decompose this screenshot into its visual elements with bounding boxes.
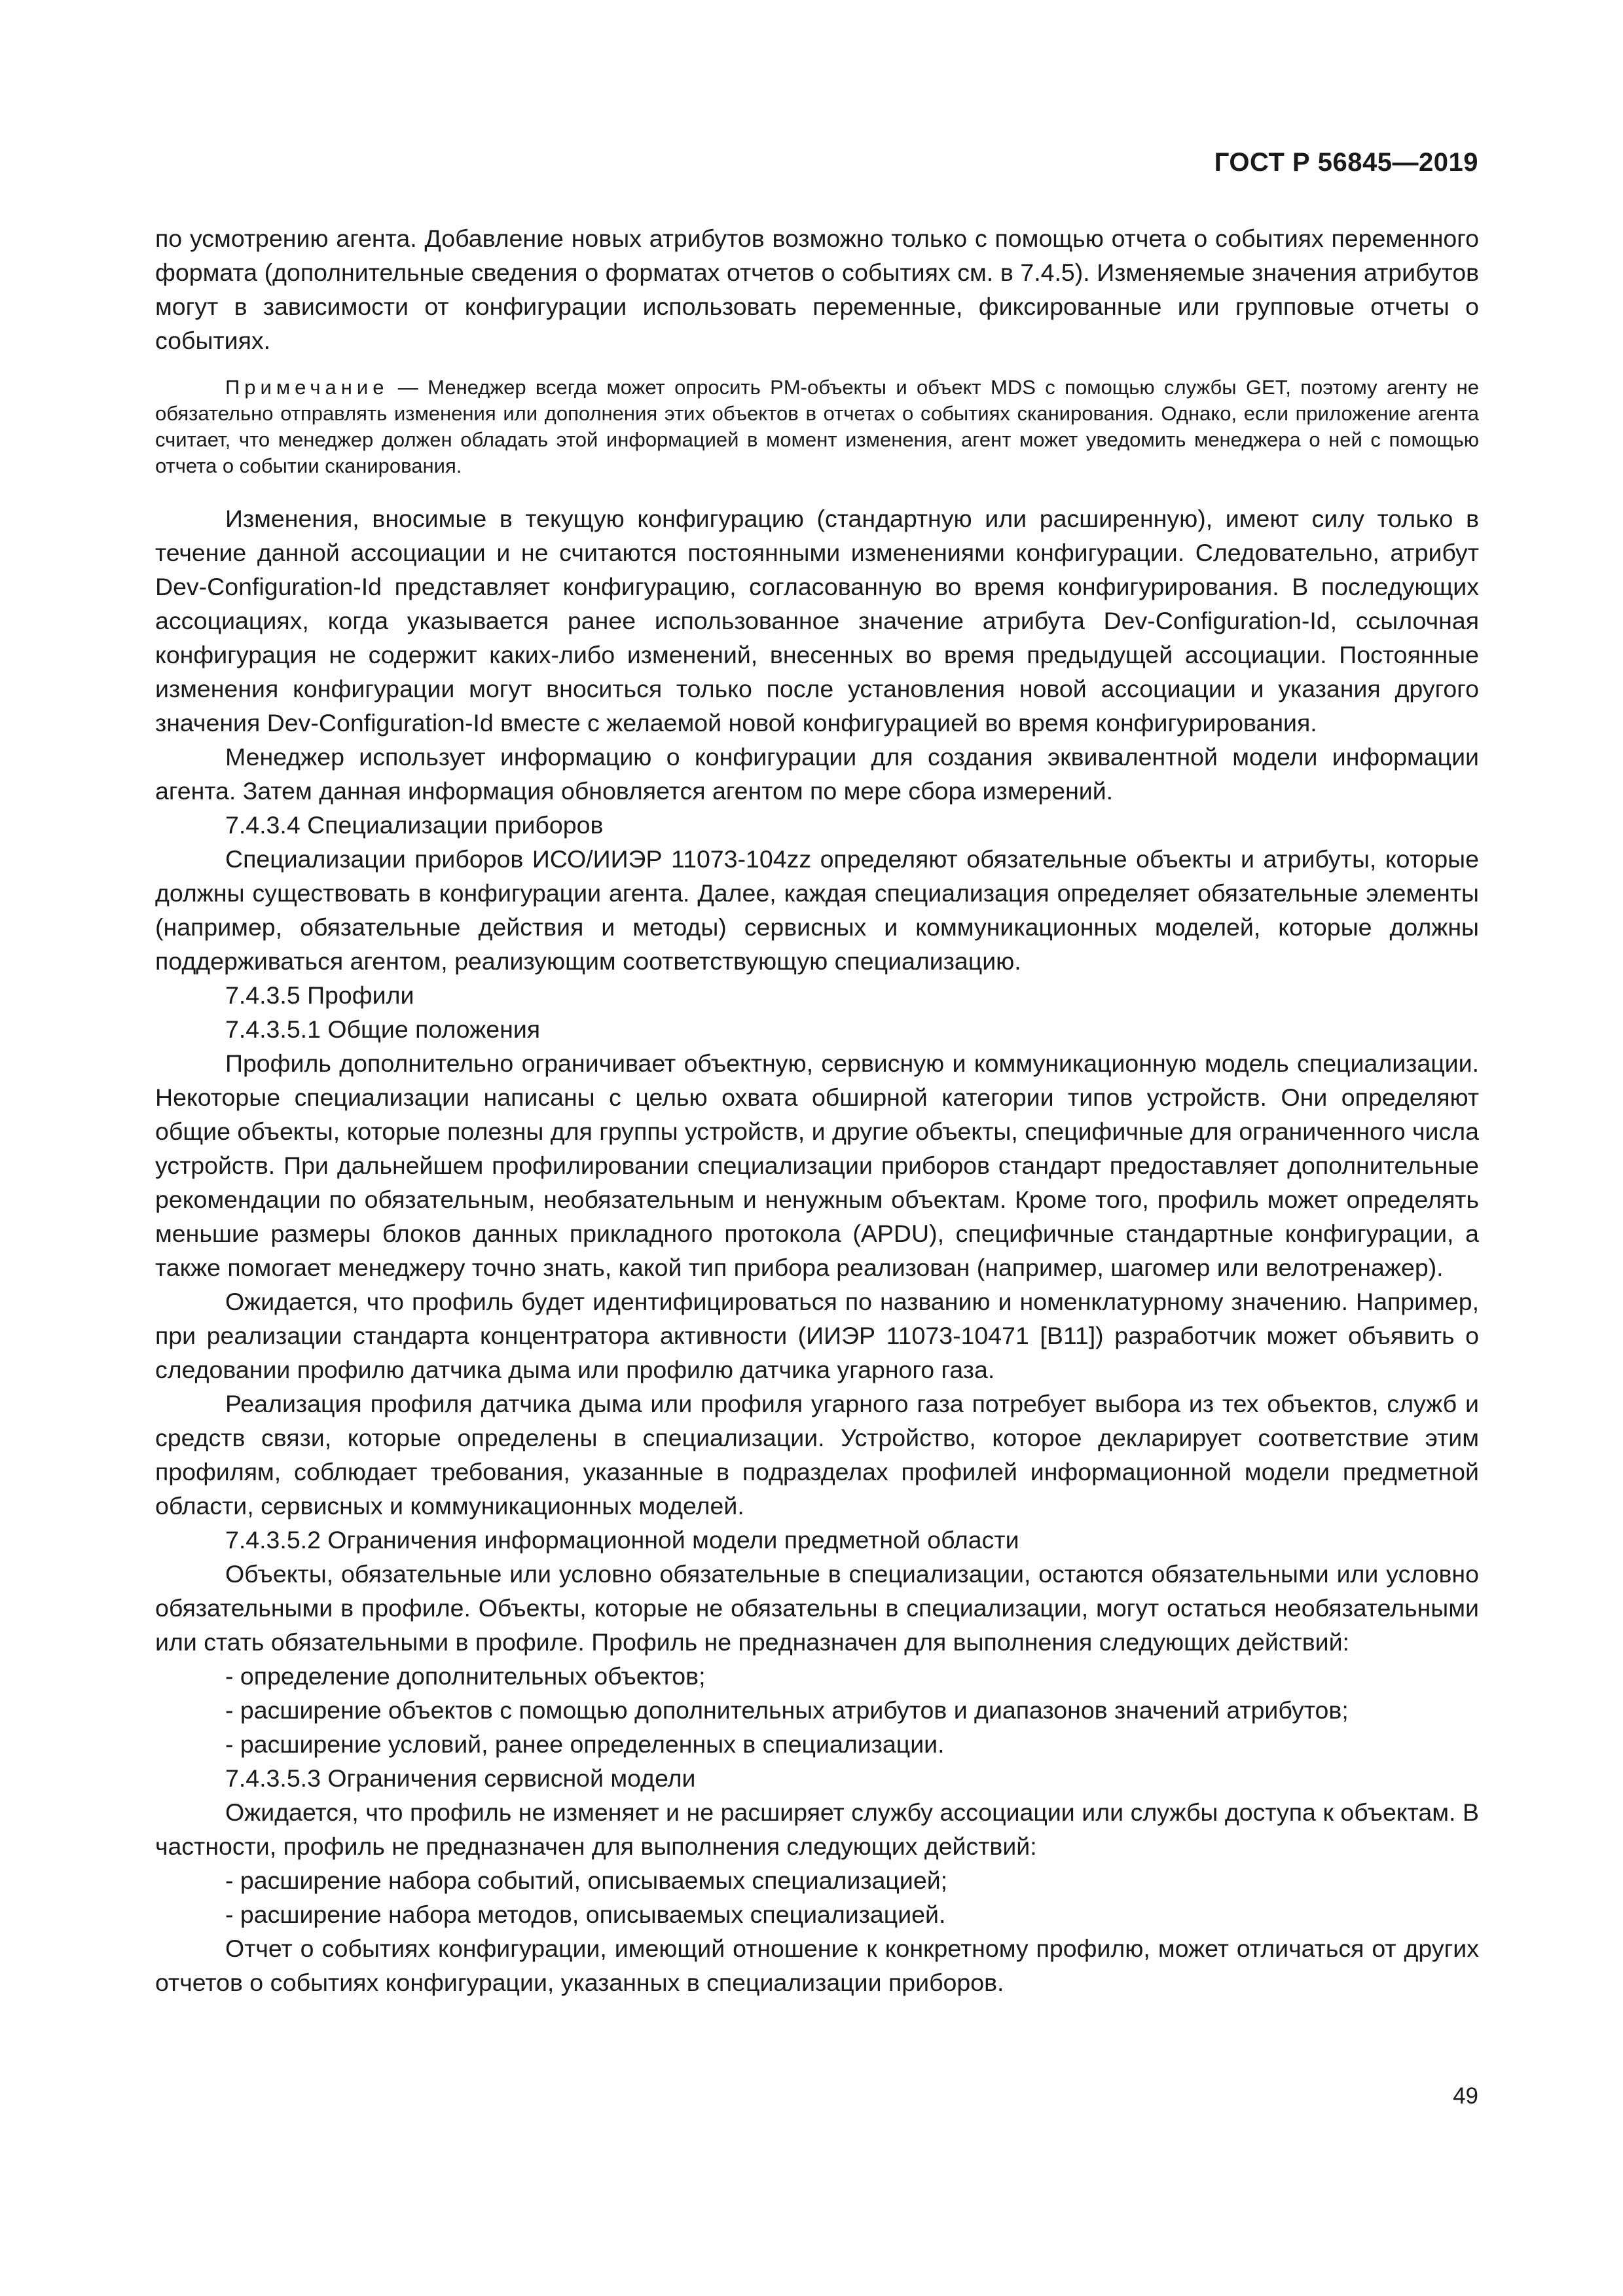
paragraph-continuation: по усмотрению агента. Добавление новых атрибутов возможно только с помощью отчета о событиях переменного формата (дополнительные сведения о форматах отчетов о событиях см. в 7.4.5). Изменяемые значения атрибутов могут в зависимости от конфигурации использовать переменные, фиксированные или групповые отчеты о событиях.	[155, 225, 1479, 354]
list-item: - расширение условий, ранее определенных в специализации.	[225, 1730, 945, 1758]
note-text: — Менеджер всегда может опросить PM-объекты и объект MDS с помощью службы GET, поэтому агенту не обязательно отправлять изменения или дополнения этих объектов в отчетах о событиях сканирования. Однако, если приложение агента считает, что менеджер должен обладать этой информацией в момент изменения, агент может уведомить менеджера о ней с помощью отчета о событии сканирования.	[155, 376, 1479, 477]
section-heading-7-4-3-5-3: 7.4.3.5.3 Ограничения сервисной модели	[225, 1764, 696, 1792]
paragraph-profile-implementation: Реализация профиля датчика дыма или профиля угарного газа потребует выбора из тех объектов, служб и средств связи, которые определены в специализации. Устройство, которое декларирует соответствие этим профилям, соблюдает требования, указанные в подразделах профилей информационной модели предметной области, сервисных и коммуникационных моделей.	[155, 1390, 1479, 1520]
note-label: Примечание	[225, 376, 389, 399]
page-number: 49	[1453, 2083, 1478, 2109]
list-item: - расширение объектов с помощью дополнительных атрибутов и диапазонов значений атрибутов;	[225, 1696, 1349, 1724]
list-item: - определение дополнительных объектов;	[225, 1662, 706, 1690]
paragraph-domain-model-limits: Объекты, обязательные или условно обязательные в специализации, остаются обязательными или условно обязательными в профиле. Объекты, которые не обязательны в специализации, могут остаться необязательными или стать обязательными в профиле. Профиль не предназначен для выполнения следующих действий:	[155, 1560, 1479, 1656]
list-item: - расширение набора методов, описываемых специализацией.	[225, 1901, 946, 1928]
paragraph-config-report: Отчет о событиях конфигурации, имеющий отношение к конкретному профилю, может отличаться от других отчетов о событиях конфигурации, указанных в специализации приборов.	[155, 1935, 1479, 1996]
section-heading-7-4-3-5-2: 7.4.3.5.2 Ограничения информационной модели предметной области	[225, 1526, 1019, 1554]
paragraph-config-changes: Изменения, вносимые в текущую конфигурацию (стандартную или расширенную), имеют силу только в течение данной ассоциации и не считаются постоянными изменениями конфигурации. Следовательно, атрибут Dev-Configuration-Id представляет конфигурацию, согласованную во время конфигурирования. В последующих ассоциациях, когда указывается ранее использованное значение атрибута Dev-Configuration-Id, ссылочная конфигурация не содержит каких-либо изменений, внесенных во время предыдущей ассоциации. Постоянные изменения конфигурации могут вноситься только после установления новой ассоциации и указания другого значения Dev-Configuration-Id вместе с желаемой новой конфигурацией во время конфигурирования.	[155, 505, 1479, 737]
page-body	[155, 221, 1479, 1999]
section-heading-7-4-3-4: 7.4.3.4 Специализации приборов	[225, 811, 604, 839]
section-heading-7-4-3-5-1: 7.4.3.5.1 Общие положения	[225, 1015, 541, 1043]
list-item: - расширение набора событий, описываемых специализацией;	[225, 1867, 948, 1894]
section-heading-7-4-3-5: 7.4.3.5 Профили	[225, 981, 414, 1009]
paragraph-profile-general: Профиль дополнительно ограничивает объектную, сервисную и коммуникационную модель специализации. Некоторые специализации написаны с целью охвата обширной категории типов устройств. Они определяют общие объекты, которые полезны для группы устройств, и другие объекты, специфичные для ограниченного числа устройств. При дальнейшем профилировании специализации приборов стандарт предоставляет дополнительные рекомендации по обязательным, необязательным и ненужным объектам. Кроме того, профиль может определять меньшие размеры блоков данных прикладного протокола (APDU), специфичные стандартные конфигурации, а также помогает менеджеру точно знать, какой тип прибора реализован (например, шагомер или велотренажер).	[155, 1049, 1479, 1281]
note	[155, 374, 1479, 479]
document-header: ГОСТ Р 56845—2019	[1214, 148, 1478, 177]
paragraph-service-model-limits: Ожидается, что профиль не изменяет и не расширяет службу ассоциации или службы доступа к объектам. В частности, профиль не предназначен для выполнения следующих действий:	[155, 1798, 1479, 1860]
paragraph-manager-info: Менеджер использует информацию о конфигурации для создания эквивалентной модели информации агента. Затем данная информация обновляется агентом по мере сбора измерений.	[155, 743, 1479, 805]
paragraph-specializations: Специализации приборов ИСО/ИИЭР 11073-104zz определяют обязательные объекты и атрибуты, которые должны существовать в конфигурации агента. Далее, каждая специализация определяет обязательные элементы (например, обязательные действия и методы) сервисных и коммуникационных моделей, которые должны поддерживаться агентом, реализующим соответствующую специализацию.	[155, 845, 1479, 975]
paragraph-profile-identification: Ожидается, что профиль будет идентифицироваться по названию и номенклатурному значению. Например, при реализации стандарта концентратора активности (ИИЭР 11073-10471 [B11]) разработчик может объявить о следовании профилю датчика дыма или профилю датчика угарного газа.	[155, 1288, 1479, 1383]
